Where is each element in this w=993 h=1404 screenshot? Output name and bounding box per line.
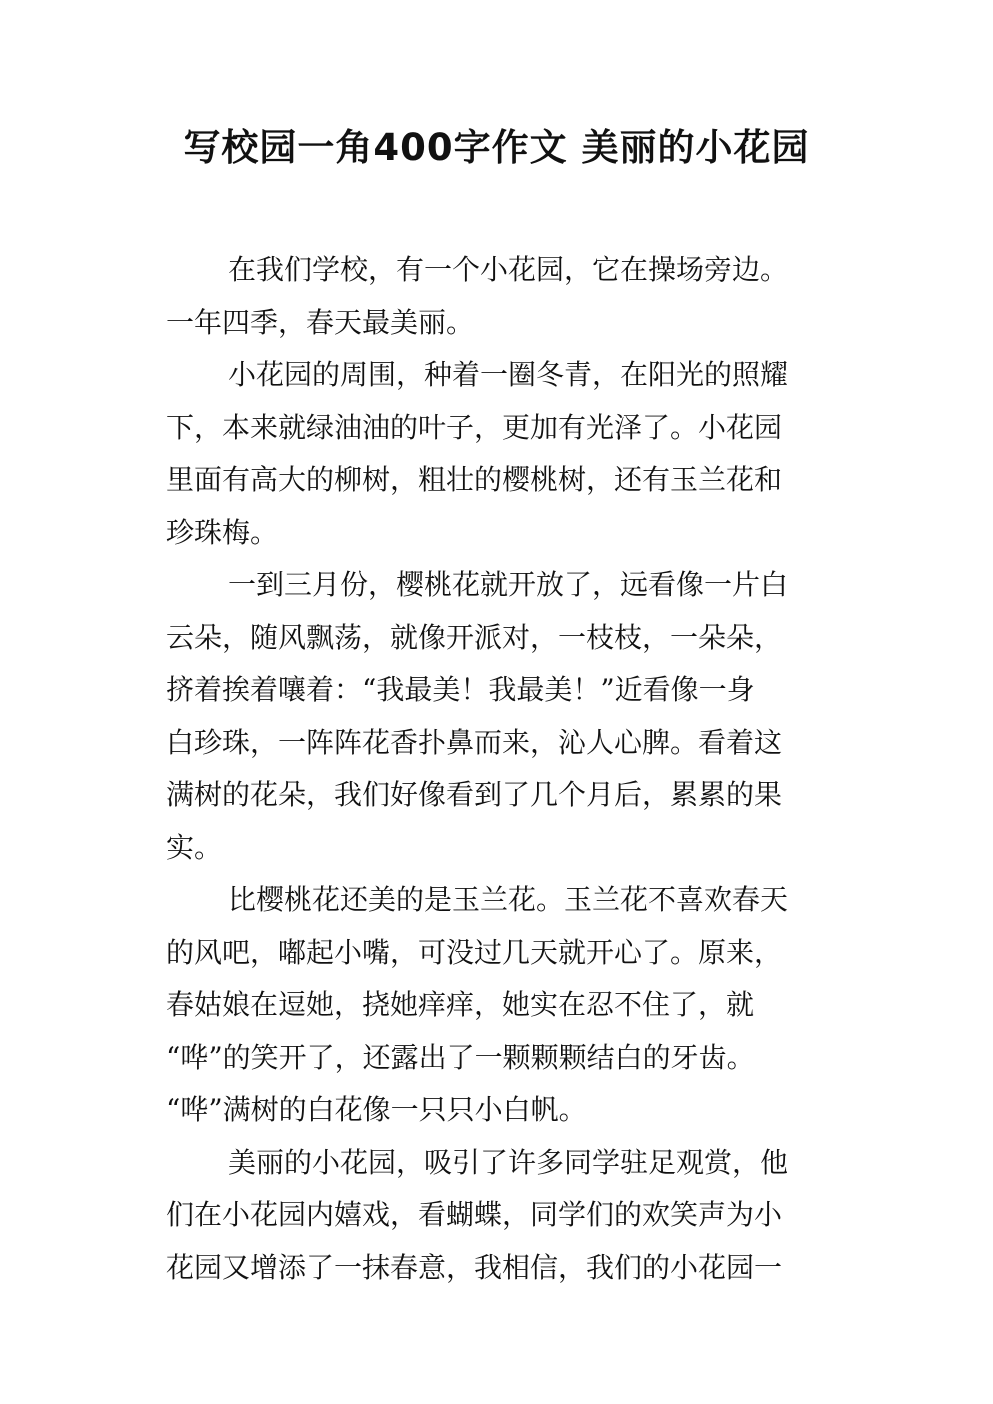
text-line: 小花园的周围，种着一圈冬青，在阳光的照耀	[228, 358, 789, 391]
text-line: 挤着挨着嚷着：“我最美！我最美！”近看像一身	[166, 673, 755, 706]
text-line: 们在小花园内嬉戏，看蝴蝶，同学们的欢笑声为小	[166, 1198, 783, 1231]
text-line: 美丽的小花园，吸引了许多同学驻足观赏，他	[228, 1145, 789, 1179]
text-line: 里面有高大的柳树，粗壮的樱桃树，还有玉兰花和	[166, 463, 783, 496]
text-line: 珍珠梅。	[166, 515, 279, 549]
text-line: 一到三月份，樱桃花就开放了，远看像一片白	[228, 568, 789, 601]
text-line: 白珍珠，一阵阵花香扑鼻而来，沁人心脾。看着这	[166, 725, 783, 759]
text-line: 春姑娘在逗她，挠她痒痒，她实在忍不住了，就	[166, 988, 755, 1021]
text-line: 满树的花朵，我们好像看到了几个月后，累累的果	[166, 778, 783, 811]
text-line: 比樱桃花还美的是玉兰花。玉兰花不喜欢春天	[228, 883, 789, 916]
text-line: 下，本来就绿油油的叶子，更加有光泽了。小花园	[166, 410, 783, 444]
text-line: 云朵，随风飘荡，就像开派对，一枝枝，一朵朵，	[166, 620, 783, 654]
text-line: 在我们学校，有一个小花园，它在操场旁边。	[228, 253, 789, 286]
text-line: 花园又增添了一抹春意，我相信，我们的小花园一	[166, 1250, 783, 1284]
text-line: 实。	[166, 830, 223, 864]
text-line: 的风吧，嘟起小嘴，可没过几天就开心了。原来，	[166, 935, 783, 969]
text-line: “哗”满树的白花像一只只小白帆。	[166, 1093, 587, 1126]
text-line: 一年四季，春天最美丽。	[166, 305, 475, 339]
document-body	[166, 244, 832, 1294]
text-line: “哗”的笑开了，还露出了一颗颗颗结白的牙齿。	[166, 1040, 755, 1074]
document-title: 写校园一角400字作文 美丽的小花园	[183, 126, 810, 169]
